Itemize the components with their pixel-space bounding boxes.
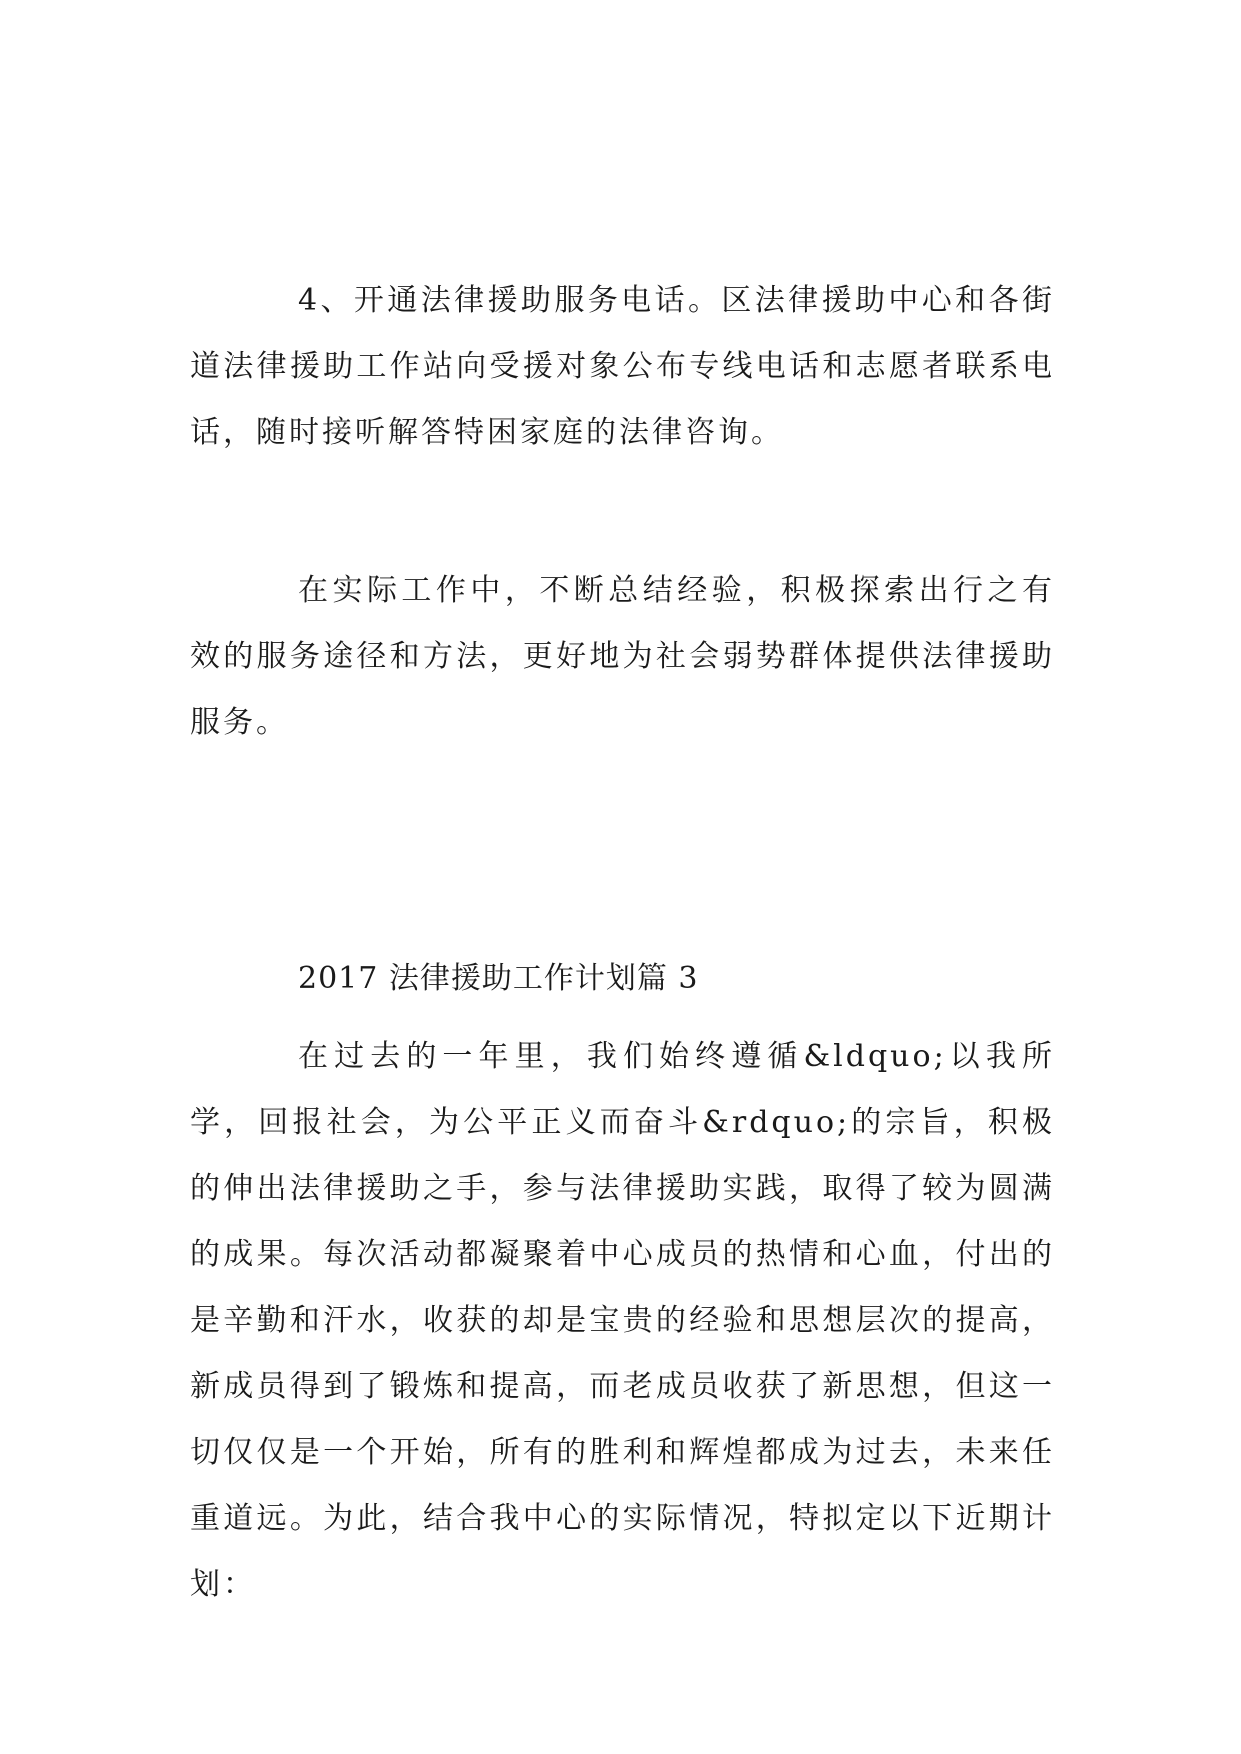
paragraph-service-summary: 在实际工作中，不断总结经验，积极探索出行之有效的服务途径和方法，更好地为社会弱势群体提供法律援助服务。 bbox=[190, 573, 1055, 740]
section-heading: 2017 法律援助工作计划篇 3 bbox=[298, 961, 699, 996]
paragraph-annual-review: 在过去的一年里，我们始终遵循&ldquo;以我所学，回报社会，为公平正义而奋斗&rdquo;的宗旨，积极的伸出法律援助之手，参与法律援助实践，取得了较为圆满的成果。每次活动都凝聚着中心成员的热情和心血，付出的是辛勤和汗水，收获的却是宝贵的经验和思想层次的提高，新成员得到了锻炼和提高，而老成员收获了新思想，但这一切仅仅是一个开始，所有的胜利和辉煌都成为过去，未来任重道远。为此，结合我中心的实际情况，特拟定以下近期计划： bbox=[190, 1039, 1055, 1602]
paragraph-legal-aid-hotline: 4、开通法律援助服务电话。区法律援助中心和各街道法律援助工作站向受援对象公布专线电话和志愿者联系电话，随时接听解答特困家庭的法律咨询。 bbox=[190, 283, 1055, 450]
